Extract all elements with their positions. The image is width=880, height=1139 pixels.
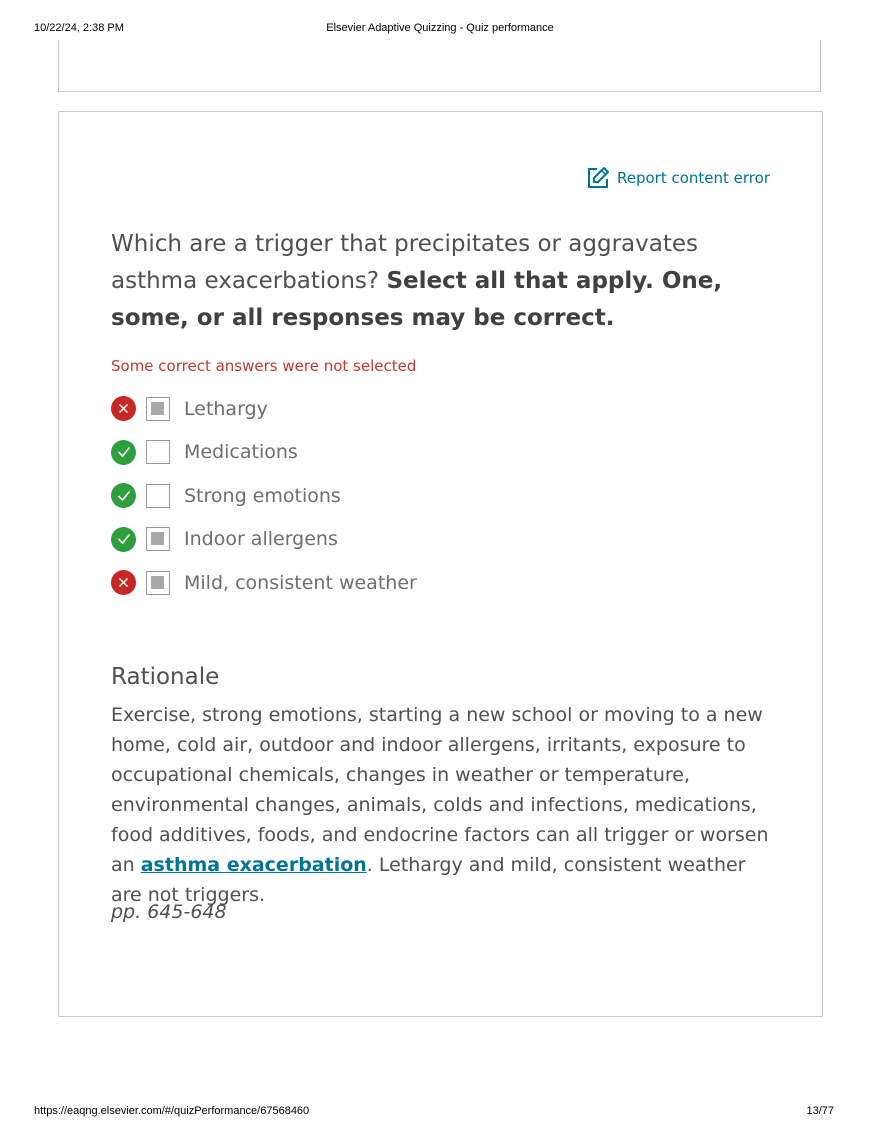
option-strong-emotions [111, 474, 417, 518]
x-icon [118, 403, 129, 414]
option-mild-consistent-weather [111, 561, 417, 605]
question-instruction: Select all that apply. One, some, or all responses may be correct. [111, 268, 723, 331]
rationale-title: Rationale [111, 664, 220, 690]
correct-status-icon [111, 527, 136, 552]
correct-status-icon [111, 483, 136, 508]
previous-question-card [58, 40, 821, 92]
incorrect-status-icon [111, 570, 136, 595]
option-checkbox[interactable] [146, 571, 170, 595]
x-icon [118, 577, 129, 588]
answer-options [111, 387, 417, 605]
print-datetime: 10/22/24, 2:38 PM [34, 22, 124, 34]
option-checkbox[interactable] [146, 484, 170, 508]
answer-feedback: Some correct answers were not selected [111, 357, 417, 375]
rationale-text [111, 700, 776, 910]
option-lethargy [111, 387, 417, 431]
report-content-error-link[interactable] [586, 166, 770, 190]
incorrect-status-icon [111, 396, 136, 421]
question-card [58, 111, 823, 1017]
option-label: Strong emotions [184, 484, 341, 507]
print-footer [0, 1105, 880, 1119]
option-indoor-allergens [111, 518, 417, 562]
option-label: Mild, consistent weather [184, 571, 417, 594]
option-label: Lethargy [184, 397, 268, 420]
option-label: Indoor allergens [184, 528, 338, 551]
rationale-text-after: . Lethargy and mild, consistent weather are not triggers. [111, 854, 746, 906]
question-text [111, 226, 751, 337]
option-label: Medications [184, 441, 298, 464]
print-page-number: 13/77 [806, 1105, 834, 1117]
asthma-exacerbation-link[interactable]: asthma exacerbation [140, 854, 367, 876]
option-checkbox[interactable] [146, 527, 170, 551]
option-checkbox[interactable] [146, 440, 170, 464]
page-reference: pp. 645-648 [111, 901, 227, 923]
check-icon [117, 533, 131, 545]
edit-icon [586, 166, 610, 190]
check-icon [117, 446, 131, 458]
option-checkbox[interactable] [146, 397, 170, 421]
check-icon [117, 490, 131, 502]
print-header [0, 22, 880, 36]
option-medications [111, 431, 417, 475]
report-content-error-label: Report content error [616, 169, 770, 187]
correct-status-icon [111, 440, 136, 465]
print-url: https://eaqng.elsevier.com/#/quizPerformance/67568460 [34, 1105, 310, 1117]
print-page-title: Elsevier Adaptive Quizzing - Quiz performance [326, 22, 554, 34]
rationale-text-before: Exercise, strong emotions, starting a new school or moving to a new home, cold air, outdoor and indoor allergens, irritants, exposure to occupational chemicals, changes in weather or temperature, environmental changes, animals, colds and infections, medications, food additives, foods, and endocrine factors can all trigger or worsen an [111, 704, 769, 876]
question-stem: Which are a trigger that precipitates or aggravates asthma exacerbations? [111, 231, 698, 294]
